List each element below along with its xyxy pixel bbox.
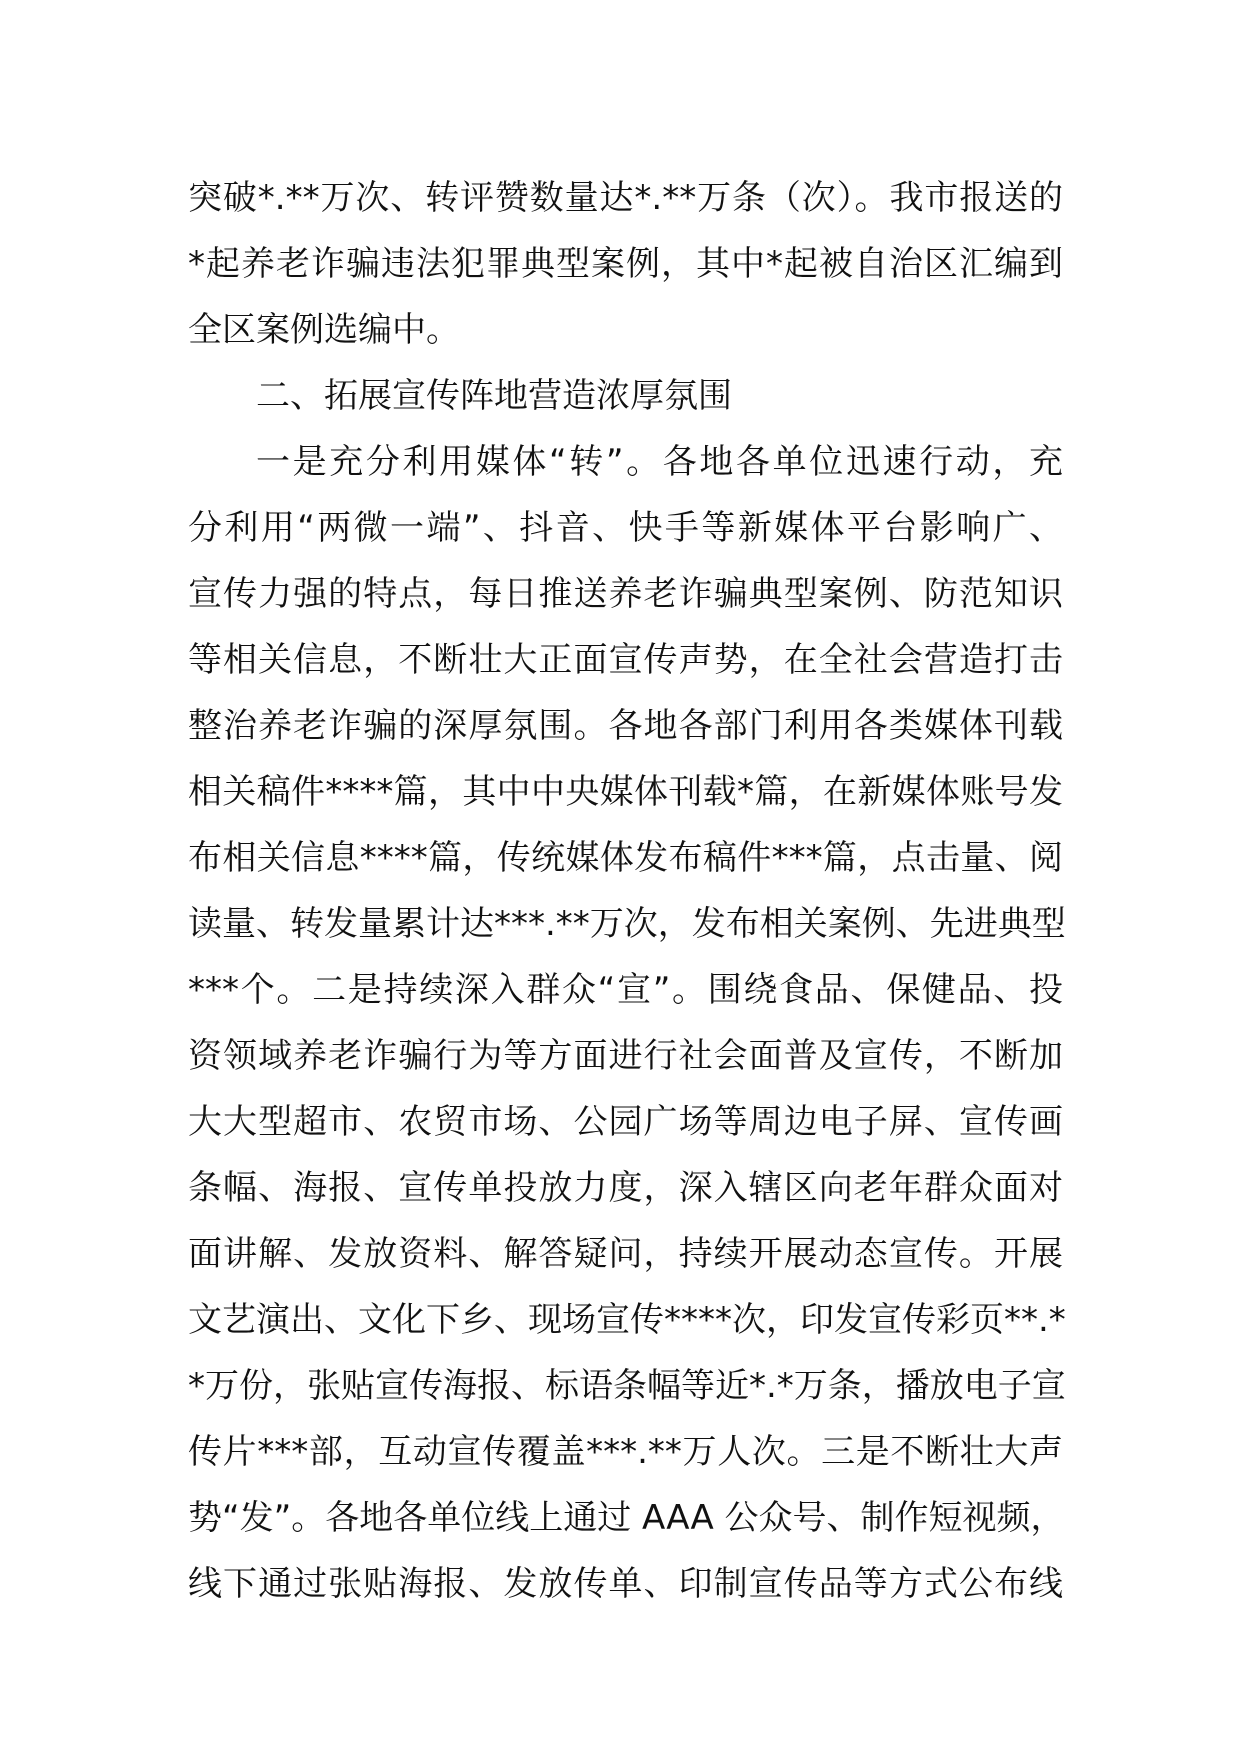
text-line: 突破*.**万次、转评赞数量达*.**万条（次）。我市报送的: [188, 178, 1063, 218]
text-line: 一是充分利用媒体“转”。各地各单位迅速行动，充: [256, 442, 1063, 482]
text-line: 传片***部，互动宣传覆盖***.**万人次。三是不断壮大声: [188, 1432, 1063, 1472]
text-line: 分利用“两微一端”、抖音、快手等新媒体平台影响广、: [188, 508, 1063, 548]
document-body: [188, 165, 1066, 1617]
text-line: 大大型超市、农贸市场、公园广场等周边电子屏、宣传画: [188, 1102, 1063, 1142]
text-line: 文艺演出、文化下乡、现场宣传****次，印发宣传彩页**.*: [188, 1300, 1066, 1340]
text-line: *起养老诈骗违法犯罪典型案例，其中*起被自治区汇编到: [188, 244, 1063, 284]
text-line: *万份，张贴宣传海报、标语条幅等近*.*万条，播放电子宣: [188, 1366, 1066, 1406]
section-heading: 二、拓展宣传阵地营造浓厚氛围: [256, 376, 732, 416]
text-line: 面讲解、发放资料、解答疑问，持续开展动态宣传。开展: [188, 1234, 1063, 1274]
text-line: 资领域养老诈骗行为等方面进行社会面普及宣传，不断加: [188, 1036, 1063, 1076]
text-line: 势“发”。各地各单位线上通过 AAA 公众号、制作短视频，: [188, 1498, 1065, 1538]
text-line: 整治养老诈骗的深厚氛围。各地各部门利用各类媒体刊载: [188, 706, 1063, 746]
text-line: 条幅、海报、宣传单投放力度，深入辖区向老年群众面对: [188, 1168, 1063, 1208]
text-line: 线下通过张贴海报、发放传单、印制宣传品等方式公布线: [188, 1564, 1063, 1604]
text-line: ***个。二是持续深入群众“宣”。围绕食品、保健品、投: [188, 970, 1063, 1010]
text-line: 全区案例选编中。: [188, 310, 460, 350]
text-line: 布相关信息****篇，传统媒体发布稿件***篇，点击量、阅: [188, 838, 1063, 878]
text-line: 宣传力强的特点，每日推送养老诈骗典型案例、防范知识: [188, 574, 1063, 614]
text-line: 相关稿件****篇，其中中央媒体刊载*篇，在新媒体账号发: [188, 772, 1063, 812]
text-line: 读量、转发量累计达***.**万次，发布相关案例、先进典型: [188, 904, 1066, 944]
text-line: 等相关信息，不断壮大正面宣传声势，在全社会营造打击: [188, 640, 1063, 680]
